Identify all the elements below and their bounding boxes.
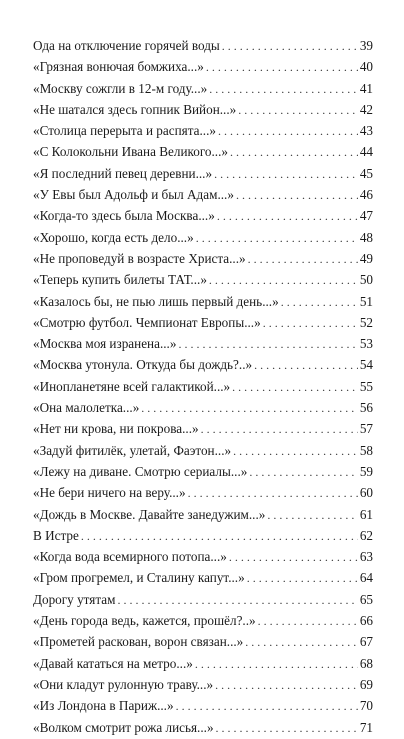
toc-dot-leader xyxy=(216,718,358,739)
toc-entry xyxy=(33,376,373,397)
toc-dot-leader xyxy=(245,632,358,653)
toc-entry-title: «Лежу на диване. Смотрю сериалы...» xyxy=(33,463,248,479)
toc-entry-title: «Прометей раскован, ворон связан...» xyxy=(33,634,244,650)
toc-entry-page: 54 xyxy=(359,357,373,373)
toc-dot-leader xyxy=(248,249,358,270)
toc-dot-leader xyxy=(267,505,358,526)
toc-entry-title: «Когда вода всемирного потопа...» xyxy=(33,549,227,565)
toc-dot-leader xyxy=(206,57,358,78)
toc-entry-page: 56 xyxy=(359,400,373,416)
toc-entry xyxy=(33,35,373,56)
toc-entry xyxy=(33,546,373,567)
toc-entry-title: «С Колокольни Ивана Великого...» xyxy=(33,144,228,160)
toc-entry-title: «Москву сожгли в 12-м году...» xyxy=(33,80,208,96)
toc-entry-page: 60 xyxy=(359,485,373,501)
toc-entry xyxy=(33,461,373,482)
toc-dot-leader xyxy=(249,462,358,483)
toc-entry-title: «День города ведь, кажется, прошёл?..» xyxy=(33,613,256,629)
toc-entry-page: 55 xyxy=(359,378,373,394)
toc-entry-title: «Нет ни крова, ни покрова...» xyxy=(33,421,199,437)
toc-entry-page: 49 xyxy=(359,250,373,266)
toc-entry-title: «Теперь купить билеты ТАТ...» xyxy=(33,272,207,288)
toc-dot-leader xyxy=(196,228,358,249)
toc-entry-page: 39 xyxy=(359,38,373,53)
toc-entry-page: 66 xyxy=(359,613,373,629)
toc-entry xyxy=(33,205,373,226)
toc-entry-title: «Инопланетяне всей галактикой...» xyxy=(33,378,231,394)
toc-entry-title: «Смотрю футбол. Чемпионат Европы...» xyxy=(33,314,261,330)
toc-dot-leader xyxy=(141,398,358,419)
toc-entry-page: 70 xyxy=(359,698,373,714)
toc-entry-page: 53 xyxy=(359,336,373,352)
toc-entry-page: 42 xyxy=(359,101,373,117)
toc-entry-title: «Они кладут рулонную траву...» xyxy=(33,676,214,692)
toc-entry-page: 58 xyxy=(359,442,373,458)
toc-entry xyxy=(33,525,373,546)
toc-dot-leader xyxy=(232,377,358,398)
toc-entry xyxy=(33,482,373,503)
toc-dot-leader xyxy=(281,292,358,313)
toc-entry-page: 51 xyxy=(359,293,373,309)
toc-entry xyxy=(33,610,373,631)
toc-entry-title: «Москва моя изранена...» xyxy=(33,336,177,352)
toc-entry-page: 48 xyxy=(359,229,373,245)
toc-entry-title: «Когда-то здесь была Москва...» xyxy=(33,208,215,224)
toc-entry-title: «Волком смотрит рожа лисья...» xyxy=(33,719,214,735)
toc-dot-leader xyxy=(218,121,358,142)
toc-dot-leader xyxy=(178,334,358,355)
toc-entry-title: «Казалось бы, не пью лишь первый день...» xyxy=(33,293,279,309)
toc-entry xyxy=(33,248,373,269)
toc-entry xyxy=(33,354,373,375)
toc-entry-page: 61 xyxy=(359,506,373,522)
toc-entry-page: 47 xyxy=(359,208,373,224)
toc-entry xyxy=(33,589,373,610)
toc-dot-leader xyxy=(230,142,358,163)
toc-entry xyxy=(33,674,373,695)
toc-entry xyxy=(33,418,373,439)
table-of-contents xyxy=(33,35,373,738)
toc-dot-leader xyxy=(188,483,358,504)
toc-entry xyxy=(33,333,373,354)
toc-entry-page: 62 xyxy=(359,527,373,543)
toc-dot-leader xyxy=(195,654,358,675)
toc-entry xyxy=(33,631,373,652)
toc-entry-page: 43 xyxy=(359,123,373,139)
toc-dot-leader xyxy=(229,547,358,568)
toc-entry-title: «Не проповедуй в возрасте Христа...» xyxy=(33,250,246,266)
toc-entry xyxy=(33,291,373,312)
toc-entry-title: «Грязная вонючая бомжиха...» xyxy=(33,59,204,75)
toc-entry-title: «Она малолетка...» xyxy=(33,400,140,416)
toc-dot-leader xyxy=(117,590,358,611)
toc-entry-title: «Я последний певец деревни...» xyxy=(33,165,213,181)
toc-entry-page: 63 xyxy=(359,549,373,565)
toc-entry xyxy=(33,184,373,205)
toc-dot-leader xyxy=(217,206,358,227)
toc-entry xyxy=(33,504,373,525)
toc-entry-page: 40 xyxy=(359,59,373,75)
toc-entry-page: 69 xyxy=(359,676,373,692)
toc-dot-leader xyxy=(209,79,358,100)
toc-entry-page: 68 xyxy=(359,655,373,671)
toc-entry-page: 71 xyxy=(359,719,373,735)
toc-entry-title: Ода на отключение горячей воды xyxy=(33,38,220,53)
toc-dot-leader xyxy=(254,355,358,376)
toc-entry-title: «У Евы был Адольф и был Адам...» xyxy=(33,187,234,203)
toc-entry-title: «Гром прогремел, и Сталину капут...» xyxy=(33,570,245,586)
toc-entry-title: «Столица перерыта и распята...» xyxy=(33,123,216,139)
toc-dot-leader xyxy=(236,185,358,206)
toc-entry xyxy=(33,567,373,588)
toc-entry xyxy=(33,695,373,716)
toc-entry xyxy=(33,440,373,461)
toc-entry xyxy=(33,312,373,333)
toc-entry-title: Дорогу утятам xyxy=(33,591,116,607)
toc-entry-page: 67 xyxy=(359,634,373,650)
toc-dot-leader xyxy=(215,675,358,696)
toc-entry-title: «Не шатался здесь гопник Вийон...» xyxy=(33,101,237,117)
toc-entry-page: 65 xyxy=(359,591,373,607)
toc-entry xyxy=(33,227,373,248)
toc-entry-page: 44 xyxy=(359,144,373,160)
toc-dot-leader xyxy=(176,696,358,717)
toc-entry xyxy=(33,141,373,162)
toc-entry-title: В Истре xyxy=(33,527,79,543)
toc-entry-page: 41 xyxy=(359,80,373,96)
toc-dot-leader xyxy=(222,36,358,57)
toc-entry-page: 46 xyxy=(359,187,373,203)
toc-entry-title: «Дождь в Москве. Давайте занедужим...» xyxy=(33,506,266,522)
toc-entry xyxy=(33,99,373,120)
toc-entry-title: «Не бери ничего на веру...» xyxy=(33,485,186,501)
toc-dot-leader xyxy=(81,526,358,547)
toc-entry-page: 59 xyxy=(359,463,373,479)
toc-entry-page: 45 xyxy=(359,165,373,181)
toc-entry-page: 52 xyxy=(359,314,373,330)
toc-entry xyxy=(33,269,373,290)
toc-dot-leader xyxy=(258,611,358,632)
toc-entry-title: «Москва утонула. Откуда бы дождь?..» xyxy=(33,357,253,373)
toc-entry-title: «Задуй фитилёк, улетай, Фаэтон...» xyxy=(33,442,232,458)
toc-dot-leader xyxy=(263,313,358,334)
toc-entry-title: «Хорошо, когда есть дело...» xyxy=(33,229,194,245)
toc-entry-page: 50 xyxy=(359,272,373,288)
toc-dot-leader xyxy=(238,100,358,121)
toc-entry xyxy=(33,163,373,184)
toc-entry-title: «Из Лондона в Париж...» xyxy=(33,698,174,714)
toc-dot-leader xyxy=(247,568,358,589)
toc-entry xyxy=(33,717,373,738)
toc-entry xyxy=(33,120,373,141)
toc-entry-page: 57 xyxy=(359,421,373,437)
toc-entry-page: 64 xyxy=(359,570,373,586)
toc-entry-title: «Давай кататься на метро...» xyxy=(33,655,193,671)
toc-dot-leader xyxy=(214,164,358,185)
toc-dot-leader xyxy=(233,441,358,462)
toc-entry xyxy=(33,56,373,77)
toc-dot-leader xyxy=(201,419,358,440)
toc-entry xyxy=(33,653,373,674)
toc-entry xyxy=(33,78,373,99)
toc-dot-leader xyxy=(209,270,358,291)
toc-entry xyxy=(33,397,373,418)
